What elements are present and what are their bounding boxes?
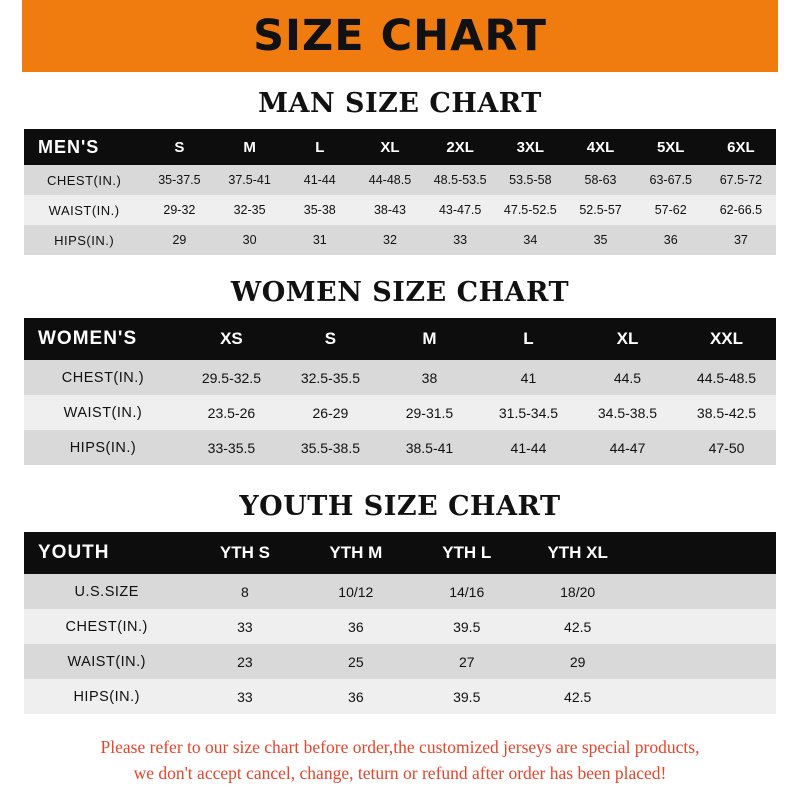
women-section-title: WOMEN SIZE CHART [230,277,570,308]
youth-hips-xl: 42.5 [522,679,633,714]
men-waist-4xl: 52.5-57 [565,195,635,225]
women-header-xxl: XXL [709,329,744,348]
youth-header-m: YTH M [329,543,383,562]
men-header-5xl: 5XL [656,138,685,156]
men-header-m: M [243,138,256,156]
men-waist-m: 32-35 [215,195,285,225]
men-hips-2xl: 33 [425,225,495,255]
women-hips-m: 38.5-41 [380,430,479,465]
youth-ussize-l: 14/16 [411,574,522,609]
men-row-label-waist: WAIST(IN.) [24,195,144,225]
men-chest-l: 41-44 [285,165,355,195]
women-header-s: S [324,329,337,348]
youth-row-label-hips: HIPS(IN.) [24,679,189,714]
men-row-label-chest: CHEST(IN.) [24,165,144,195]
youth-waist-empty [633,644,776,679]
women-waist-xl: 34.5-38.5 [578,395,677,430]
table-row [24,225,776,255]
table-row [24,679,776,714]
youth-waist-s: 23 [189,644,300,679]
men-header-6xl: 6XL [727,138,755,156]
table-header-row [24,129,776,165]
women-chest-m: 38 [380,360,479,395]
youth-hips-l: 39.5 [411,679,522,714]
women-header-xs: XS [220,329,243,348]
youth-ussize-xl: 18/20 [522,574,633,609]
youth-hips-empty [633,679,776,714]
women-row-label-waist: WAIST(IN.) [24,395,182,430]
youth-header-s: YTH S [219,543,270,562]
men-header-s: S [174,138,185,156]
youth-ussize-m: 10/12 [300,574,411,609]
women-waist-xs: 23.5-26 [182,395,281,430]
youth-waist-l: 27 [411,644,522,679]
man-section-title: MAN SIZE CHART [258,88,542,119]
men-waist-3xl: 47.5-52.5 [495,195,565,225]
women-hips-l: 41-44 [479,430,578,465]
women-row-label-chest: CHEST(IN.) [24,360,182,395]
men-header-3xl: 3XL [516,138,545,156]
women-chest-xxl: 44.5-48.5 [677,360,776,395]
women-chest-xl: 44.5 [578,360,677,395]
youth-row-label-ussize: U.S.SIZE [24,574,189,609]
men-hips-m: 30 [215,225,285,255]
youth-ussize-s: 8 [189,574,300,609]
table-header-row [24,318,776,360]
men-hips-3xl: 34 [495,225,565,255]
table-row [24,165,776,195]
men-chest-6xl: 67.5-72 [706,165,776,195]
men-chest-5xl: 63-67.5 [636,165,706,195]
women-waist-l: 31.5-34.5 [479,395,578,430]
men-waist-xl: 38-43 [355,195,425,225]
men-hips-s: 29 [144,225,214,255]
men-chest-3xl: 53.5-58 [495,165,565,195]
women-hips-xl: 44-47 [578,430,677,465]
table-row [24,609,776,644]
table-row [24,395,776,430]
men-waist-5xl: 57-62 [636,195,706,225]
youth-header-empty [633,532,776,574]
table-row [24,360,776,395]
table-row [24,195,776,225]
youth-chest-l: 39.5 [411,609,522,644]
page-banner [0,0,800,72]
youth-ussize-empty [633,574,776,609]
table-row [24,430,776,465]
banner-left-notch [0,0,22,72]
table-row [24,644,776,679]
women-waist-m: 29-31.5 [380,395,479,430]
men-hips-4xl: 35 [565,225,635,255]
youth-chest-s: 33 [189,609,300,644]
youth-waist-xl: 29 [522,644,633,679]
youth-header-label: YOUTH [38,542,110,563]
women-waist-s: 26-29 [281,395,380,430]
youth-header-l: YTH L [442,543,492,562]
women-size-table [24,318,776,465]
women-header-m: M [422,329,437,348]
page-title: SIZE CHART [253,11,547,61]
order-notice-line-1: Please refer to our size chart before order,the customized jerseys are special products, [100,737,700,757]
men-chest-m: 37.5-41 [215,165,285,195]
women-header-l: L [523,329,534,348]
men-chest-xl: 44-48.5 [355,165,425,195]
men-hips-l: 31 [285,225,355,255]
men-header-2xl: 2XL [446,138,474,156]
order-notice [24,734,776,787]
man-size-table [24,129,776,255]
youth-row-label-chest: CHEST(IN.) [24,609,189,644]
youth-hips-m: 36 [300,679,411,714]
men-header-l: L [315,138,325,156]
youth-waist-m: 25 [300,644,411,679]
men-waist-l: 35-38 [285,195,355,225]
men-waist-2xl: 43-47.5 [425,195,495,225]
women-header-xl: XL [616,329,639,348]
youth-hips-s: 33 [189,679,300,714]
men-header-label: MEN'S [38,136,100,157]
men-chest-4xl: 58-63 [565,165,635,195]
youth-row-label-waist: WAIST(IN.) [24,644,189,679]
women-chest-l: 41 [479,360,578,395]
women-hips-xs: 33-35.5 [182,430,281,465]
women-chest-xs: 29.5-32.5 [182,360,281,395]
men-chest-2xl: 48.5-53.5 [425,165,495,195]
men-header-xl: XL [380,138,400,156]
table-header-row [24,532,776,574]
youth-section-title: YOUTH SIZE CHART [239,491,561,522]
youth-chest-xl: 42.5 [522,609,633,644]
women-header-label: WOMEN'S [38,328,138,349]
men-hips-5xl: 36 [636,225,706,255]
women-hips-s: 35.5-38.5 [281,430,380,465]
men-header-4xl: 4XL [586,138,615,156]
men-waist-s: 29-32 [144,195,214,225]
youth-chest-empty [633,609,776,644]
men-hips-xl: 32 [355,225,425,255]
table-row [24,574,776,609]
men-waist-6xl: 62-66.5 [706,195,776,225]
women-chest-s: 32.5-35.5 [281,360,380,395]
men-row-label-hips: HIPS(IN.) [24,225,144,255]
order-notice-line-2: we don't accept cancel, change, teturn or refund after order has been placed! [133,763,667,784]
men-hips-6xl: 37 [706,225,776,255]
men-chest-s: 35-37.5 [144,165,214,195]
banner-right-notch [778,0,800,72]
women-hips-xxl: 47-50 [677,430,776,465]
women-waist-xxl: 38.5-42.5 [677,395,776,430]
women-row-label-hips: HIPS(IN.) [24,430,182,465]
youth-size-table [24,532,776,714]
page-content [0,88,800,787]
youth-chest-m: 36 [300,609,411,644]
youth-header-xl: YTH XL [547,543,608,562]
